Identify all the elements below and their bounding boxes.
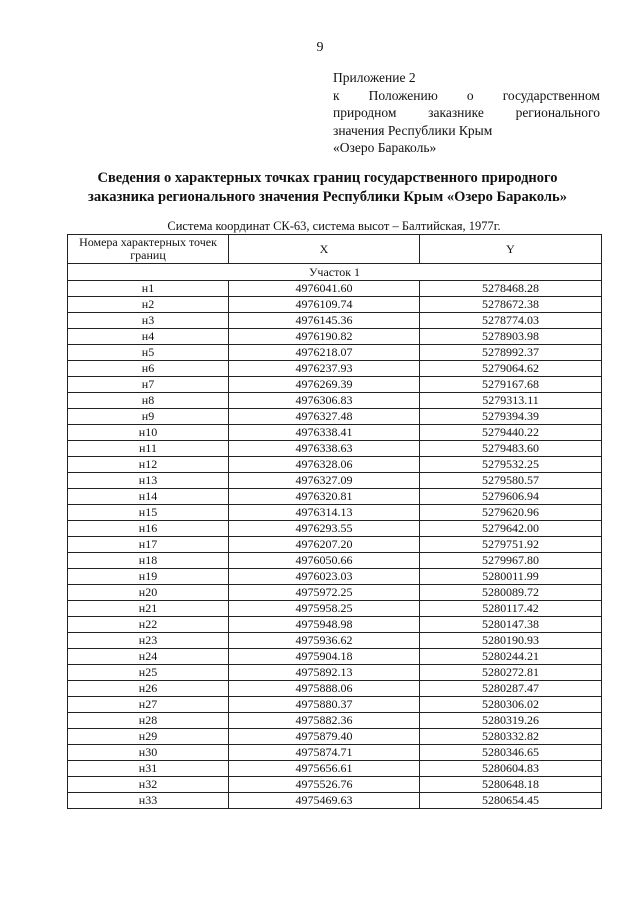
document-title-line-1: Сведения о характерных точках границ государственного природного <box>97 170 558 186</box>
point-number-cell: н13 <box>68 473 229 489</box>
table-row <box>68 537 602 553</box>
appendix-word: о <box>466 87 474 103</box>
y-coordinate-cell: 5279620.96 <box>420 505 602 521</box>
appendix-line-3 <box>333 104 600 122</box>
point-number-cell: н21 <box>68 601 229 617</box>
point-number-cell: н32 <box>68 777 229 793</box>
table-row <box>68 713 602 729</box>
y-coordinate-cell: 5280272.81 <box>420 665 602 681</box>
point-number-cell: н30 <box>68 745 229 761</box>
y-coordinate-cell: 5279313.11 <box>420 393 602 409</box>
point-number-cell: н22 <box>68 617 229 633</box>
appendix-line-5: «Озеро Бараколь» <box>333 140 437 155</box>
table-row <box>68 281 602 297</box>
table-row <box>68 521 602 537</box>
point-number-cell: н10 <box>68 425 229 441</box>
x-coordinate-cell: 4976269.39 <box>229 377 420 393</box>
table-row <box>68 345 602 361</box>
appendix-line-4: значения Республики Крым <box>333 122 493 138</box>
table-row <box>68 409 602 425</box>
table-row <box>68 457 602 473</box>
point-number-cell: н8 <box>68 393 229 409</box>
x-coordinate-cell: 4976327.09 <box>229 473 420 489</box>
table-row <box>68 633 602 649</box>
x-coordinate-cell: 4975958.25 <box>229 601 420 617</box>
point-number-cell: н25 <box>68 665 229 681</box>
point-number-cell: н33 <box>68 793 229 809</box>
header-point-number: Номера характерных точек границ <box>68 235 229 264</box>
point-number-cell: н12 <box>68 457 229 473</box>
table-header-row <box>68 235 602 264</box>
table-row <box>68 441 602 457</box>
point-number-cell: н24 <box>68 649 229 665</box>
point-number-cell: н7 <box>68 377 229 393</box>
y-coordinate-cell: 5280648.18 <box>420 777 602 793</box>
document-title <box>60 169 595 207</box>
table-row <box>68 393 602 409</box>
point-number-cell: н31 <box>68 761 229 777</box>
point-number-cell: н20 <box>68 585 229 601</box>
y-coordinate-cell: 5280117.42 <box>420 601 602 617</box>
table-row <box>68 745 602 761</box>
y-coordinate-cell: 5279532.25 <box>420 457 602 473</box>
point-number-cell: н9 <box>68 409 229 425</box>
point-number-cell: н4 <box>68 329 229 345</box>
y-coordinate-cell: 5279580.57 <box>420 473 602 489</box>
x-coordinate-cell: 4976218.07 <box>229 345 420 361</box>
table-row <box>68 697 602 713</box>
appendix-word: заказнике <box>428 105 484 120</box>
point-number-cell: н14 <box>68 489 229 505</box>
table-row <box>68 601 602 617</box>
x-coordinate-cell: 4975882.36 <box>229 713 420 729</box>
table-row <box>68 505 602 521</box>
appendix-title: Приложение 2 <box>333 70 416 85</box>
x-coordinate-cell: 4976338.41 <box>229 425 420 441</box>
y-coordinate-cell: 5279751.92 <box>420 537 602 553</box>
x-coordinate-cell: 4975880.37 <box>229 697 420 713</box>
y-coordinate-cell: 5280287.47 <box>420 681 602 697</box>
y-coordinate-cell: 5279642.00 <box>420 521 602 537</box>
table-row <box>68 761 602 777</box>
y-coordinate-cell: 5280332.82 <box>420 729 602 745</box>
table-row <box>68 585 602 601</box>
table-row <box>68 425 602 441</box>
section-label: Участок 1 <box>68 264 602 281</box>
coordinate-system-caption: Система координат СК-63, система высот – Балтийская, 1977г. <box>167 219 501 233</box>
point-number-cell: н16 <box>68 521 229 537</box>
y-coordinate-cell: 5280190.93 <box>420 633 602 649</box>
coordinates-table <box>67 234 602 809</box>
x-coordinate-cell: 4975874.71 <box>229 745 420 761</box>
point-number-cell: н2 <box>68 297 229 313</box>
x-coordinate-cell: 4975936.62 <box>229 633 420 649</box>
point-number-cell: н1 <box>68 281 229 297</box>
appendix-word: регионального <box>515 105 600 120</box>
y-coordinate-cell: 5278992.37 <box>420 345 602 361</box>
table-row <box>68 297 602 313</box>
table-row <box>68 777 602 793</box>
x-coordinate-cell: 4976023.03 <box>229 569 420 585</box>
table-row <box>68 377 602 393</box>
point-number-cell: н5 <box>68 345 229 361</box>
y-coordinate-cell: 5280011.99 <box>420 569 602 585</box>
point-number-cell: н19 <box>68 569 229 585</box>
appendix-word: природном <box>333 105 397 120</box>
table-row <box>68 313 602 329</box>
header-x: X <box>229 235 420 264</box>
table-row <box>68 329 602 345</box>
y-coordinate-cell: 5280604.83 <box>420 761 602 777</box>
appendix-word: государственном <box>502 87 600 103</box>
point-number-cell: н17 <box>68 537 229 553</box>
point-number-cell: н11 <box>68 441 229 457</box>
x-coordinate-cell: 4976041.60 <box>229 281 420 297</box>
x-coordinate-cell: 4976320.81 <box>229 489 420 505</box>
point-number-cell: н18 <box>68 553 229 569</box>
x-coordinate-cell: 4976327.48 <box>229 409 420 425</box>
x-coordinate-cell: 4976207.20 <box>229 537 420 553</box>
y-coordinate-cell: 5280089.72 <box>420 585 602 601</box>
table-row <box>68 489 602 505</box>
appendix-line-2 <box>333 87 600 105</box>
header-y: Y <box>420 235 602 264</box>
x-coordinate-cell: 4976328.06 <box>229 457 420 473</box>
y-coordinate-cell: 5279064.62 <box>420 361 602 377</box>
document-title-line-2: заказника регионального значения Республики Крым «Озеро Бараколь» <box>88 189 567 205</box>
x-coordinate-cell: 4975892.13 <box>229 665 420 681</box>
point-number-cell: н26 <box>68 681 229 697</box>
appendix-block <box>333 69 600 157</box>
x-coordinate-cell: 4976237.93 <box>229 361 420 377</box>
y-coordinate-cell: 5280654.45 <box>420 793 602 809</box>
x-coordinate-cell: 4976306.83 <box>229 393 420 409</box>
point-number-cell: н28 <box>68 713 229 729</box>
x-coordinate-cell: 4976109.74 <box>229 297 420 313</box>
y-coordinate-cell: 5280244.21 <box>420 649 602 665</box>
x-coordinate-cell: 4975656.61 <box>229 761 420 777</box>
appendix-word: Положению <box>368 87 438 103</box>
x-coordinate-cell: 4976190.82 <box>229 329 420 345</box>
table-row <box>68 361 602 377</box>
y-coordinate-cell: 5279167.68 <box>420 377 602 393</box>
point-number-cell: н23 <box>68 633 229 649</box>
table-row <box>68 665 602 681</box>
table-row <box>68 793 602 809</box>
y-coordinate-cell: 5279440.22 <box>420 425 602 441</box>
y-coordinate-cell: 5278468.28 <box>420 281 602 297</box>
x-coordinate-cell: 4976293.55 <box>229 521 420 537</box>
y-coordinate-cell: 5279967.80 <box>420 553 602 569</box>
table-row <box>68 649 602 665</box>
x-coordinate-cell: 4976314.13 <box>229 505 420 521</box>
point-number-cell: н27 <box>68 697 229 713</box>
y-coordinate-cell: 5278774.03 <box>420 313 602 329</box>
page-number: 9 <box>316 40 324 55</box>
y-coordinate-cell: 5278903.98 <box>420 329 602 345</box>
y-coordinate-cell: 5280306.02 <box>420 697 602 713</box>
x-coordinate-cell: 4975948.98 <box>229 617 420 633</box>
point-number-cell: н3 <box>68 313 229 329</box>
x-coordinate-cell: 4975904.18 <box>229 649 420 665</box>
y-coordinate-cell: 5280147.38 <box>420 617 602 633</box>
table-row <box>68 617 602 633</box>
x-coordinate-cell: 4976145.36 <box>229 313 420 329</box>
x-coordinate-cell: 4975469.63 <box>229 793 420 809</box>
point-number-cell: н6 <box>68 361 229 377</box>
section-row <box>68 264 602 281</box>
table-row <box>68 553 602 569</box>
y-coordinate-cell: 5280319.26 <box>420 713 602 729</box>
table-row <box>68 681 602 697</box>
x-coordinate-cell: 4976338.63 <box>229 441 420 457</box>
y-coordinate-cell: 5280346.65 <box>420 745 602 761</box>
y-coordinate-cell: 5279483.60 <box>420 441 602 457</box>
table-row <box>68 569 602 585</box>
x-coordinate-cell: 4975526.76 <box>229 777 420 793</box>
point-number-cell: н29 <box>68 729 229 745</box>
y-coordinate-cell: 5279394.39 <box>420 409 602 425</box>
y-coordinate-cell: 5279606.94 <box>420 489 602 505</box>
y-coordinate-cell: 5278672.38 <box>420 297 602 313</box>
x-coordinate-cell: 4975879.40 <box>229 729 420 745</box>
appendix-word: к <box>333 87 340 103</box>
x-coordinate-cell: 4975972.25 <box>229 585 420 601</box>
table-row <box>68 729 602 745</box>
table-row <box>68 473 602 489</box>
x-coordinate-cell: 4975888.06 <box>229 681 420 697</box>
x-coordinate-cell: 4976050.66 <box>229 553 420 569</box>
point-number-cell: н15 <box>68 505 229 521</box>
